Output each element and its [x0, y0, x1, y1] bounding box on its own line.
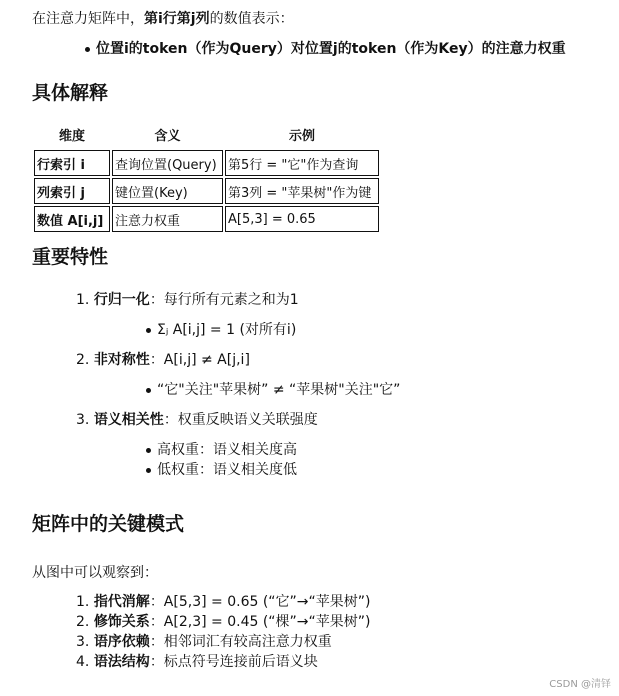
- bullet-dot-icon: [146, 448, 151, 453]
- sub-list-item: 高权重：语义相关度高: [157, 442, 297, 458]
- list-label: 修饰关系: [93, 614, 150, 630]
- table-header: 维度: [58, 129, 85, 144]
- list-label: 指代消解: [93, 594, 150, 610]
- table-row: [34, 178, 379, 204]
- list-number: 1.: [76, 292, 90, 308]
- list-number: 1.: [76, 594, 90, 610]
- table-cell: 数值 A[i,j]: [34, 206, 110, 232]
- list-text: ：每行所有元素之和为1: [149, 292, 299, 308]
- list-text: ：权重反映语义关联强度: [163, 412, 318, 428]
- table-row: [34, 206, 379, 232]
- list-label: 语义相关性: [93, 412, 164, 428]
- section-title-patterns: 矩阵中的关键模式: [32, 513, 185, 535]
- table-cell: 第3列 = "苹果树"作为键: [225, 178, 379, 204]
- bullet-dot-icon: [146, 328, 151, 333]
- list-item: [76, 592, 371, 612]
- bullet-dot-icon: [146, 468, 151, 473]
- table-header: 示例: [288, 129, 315, 144]
- list-text: ：A[2,3] = 0.45 (“棵”→“苹果树”): [149, 614, 371, 630]
- list-text: ：标点符号连接前后语义块: [149, 654, 318, 670]
- section-title-props: 重要特性: [32, 246, 109, 268]
- list-label: 语法结构: [93, 654, 150, 670]
- section-title-explain: 具体解释: [32, 82, 109, 104]
- explain-table: [32, 121, 381, 234]
- intro-prefix: 在注意力矩阵中，: [32, 11, 144, 27]
- list-label: 非对称性: [93, 352, 150, 368]
- table-cell: 行索引 i: [34, 150, 110, 176]
- list-item: [76, 652, 318, 672]
- table-cell: A[5,3] = 0.65: [225, 206, 379, 232]
- list-number: 2.: [76, 614, 90, 630]
- table-row: [34, 150, 379, 176]
- table-cell: 键位置(Key): [112, 178, 223, 204]
- list-label: 行归一化: [93, 292, 150, 308]
- list-item: [76, 632, 332, 652]
- list-item: [76, 612, 371, 632]
- list-text: ：相邻词汇有较高注意力权重: [149, 634, 332, 650]
- list-number: 4.: [76, 654, 90, 670]
- list-text: ：A[i,j] ≠ A[j,i]: [149, 352, 250, 368]
- bullet-dot-icon: [146, 388, 151, 393]
- list-item: [76, 350, 250, 370]
- list-text: ：A[5,3] = 0.65 (“它”→“苹果树”): [149, 594, 371, 610]
- list-number: 3.: [76, 634, 90, 650]
- intro-suffix: 的数值表示：: [209, 11, 294, 27]
- list-number: 3.: [76, 412, 90, 428]
- intro-bold: 第i行第j列: [144, 11, 210, 27]
- list-item: [76, 410, 318, 430]
- table-header-row: [34, 123, 379, 148]
- sub-list-item: 低权重：语义相关度低: [157, 462, 297, 478]
- list-label: 语序依赖: [93, 634, 150, 650]
- table-cell: 注意力权重: [112, 206, 223, 232]
- list-item: [76, 290, 299, 310]
- bullet-dot-icon: [85, 47, 90, 52]
- table-cell: 第5行 = "它"作为查询: [225, 150, 379, 176]
- intro-bullet: 位置i的token（作为Query）对位置j的token（作为Key）的注意力权重: [96, 41, 566, 57]
- patterns-intro: 从图中可以观察到：: [32, 565, 158, 581]
- intro-paragraph: [32, 9, 294, 29]
- sub-list-item: “它"关注"苹果树” ≠ “苹果树"关注"它”: [157, 382, 401, 398]
- list-number: 2.: [76, 352, 90, 368]
- table-header: 含义: [154, 129, 181, 144]
- sub-list-item: Σⱼ A[i,j] = 1 (对所有i): [157, 322, 297, 338]
- watermark: CSDN @清铎: [549, 679, 611, 690]
- table-cell: 查询位置(Query): [112, 150, 223, 176]
- table-cell: 列索引 j: [34, 178, 110, 204]
